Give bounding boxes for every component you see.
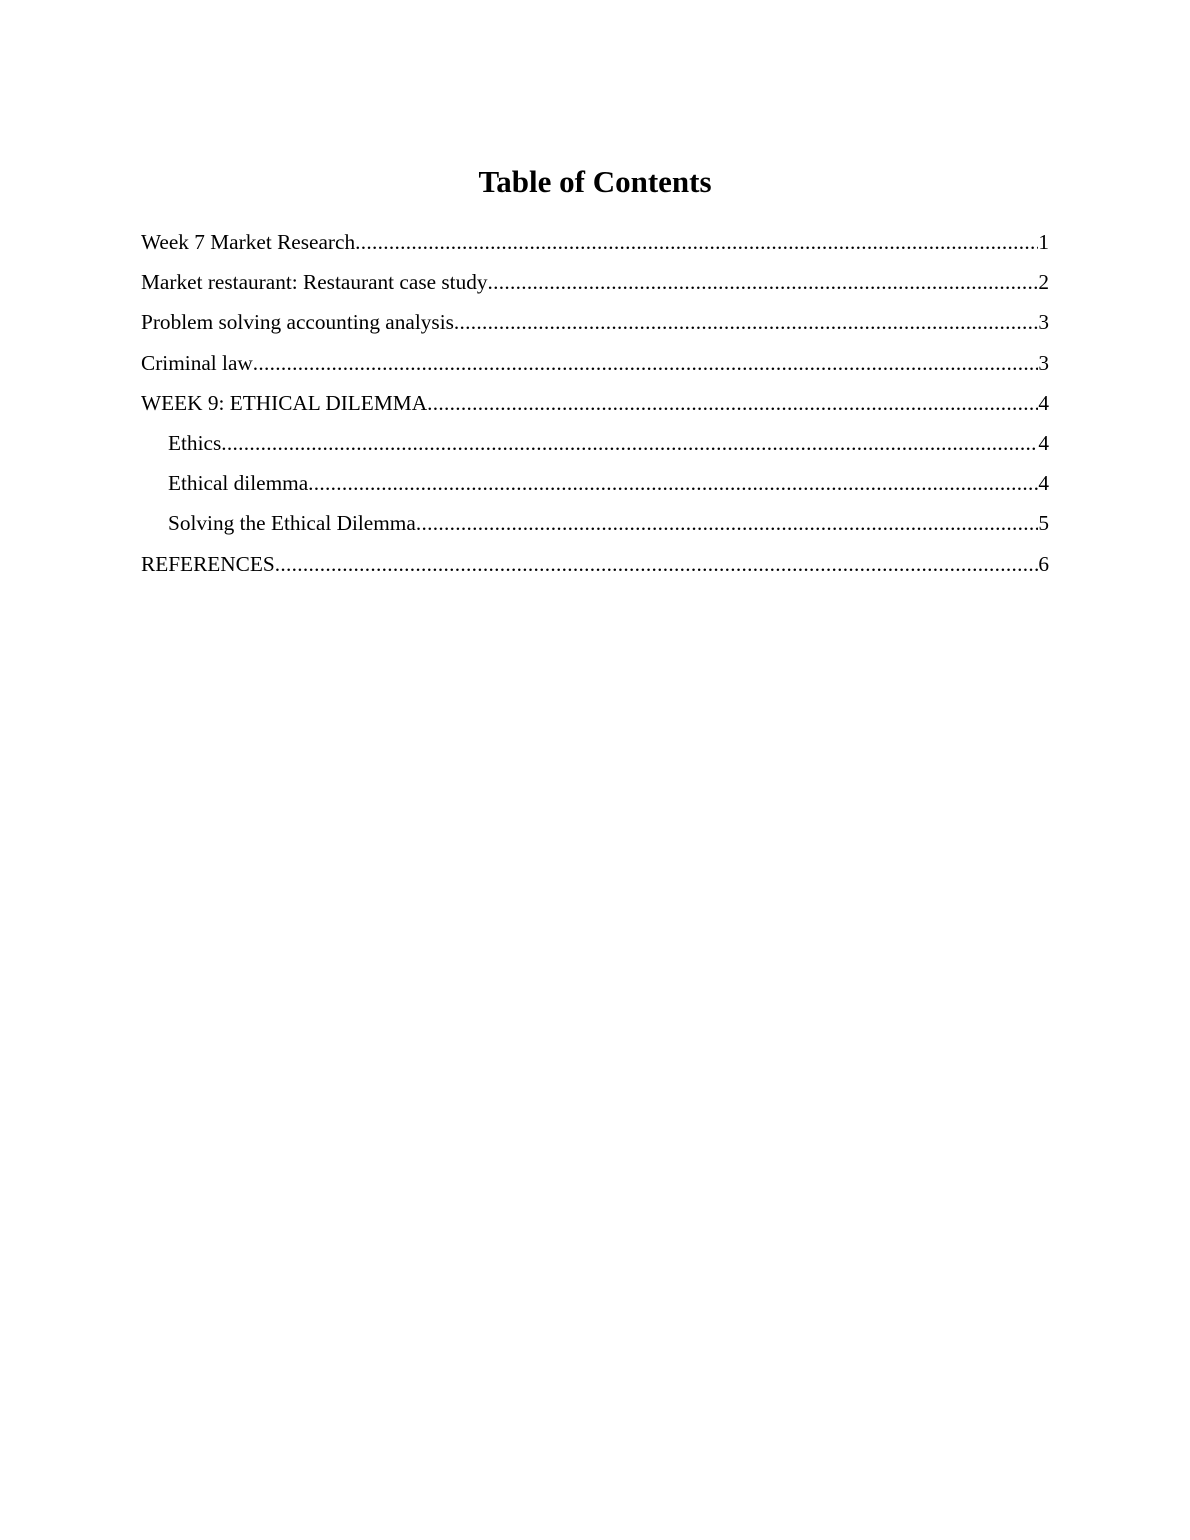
toc-entry-week-9-ethical-dilemma[interactable] xyxy=(141,383,1049,423)
toc-entry-label: Problem solving accounting analysis xyxy=(141,310,454,335)
toc-entry-references[interactable] xyxy=(141,544,1049,584)
toc-entry-page-number: 4 xyxy=(1038,471,1049,496)
toc-entry-criminal-law[interactable] xyxy=(141,343,1049,383)
toc-dot-leader xyxy=(355,222,1038,262)
toc-entry-label: WEEK 9: ETHICAL DILEMMA xyxy=(141,390,428,415)
toc-entry-label: REFERENCES xyxy=(141,551,275,576)
toc-dot-leader xyxy=(308,463,1038,503)
toc-entry-label: Ethical dilemma xyxy=(168,471,309,496)
toc-entry-page-number: 4 xyxy=(1038,390,1049,415)
toc-entry-page-number: 6 xyxy=(1038,551,1049,576)
toc-entry-solving-the-ethical-dilemma[interactable] xyxy=(141,503,1049,543)
toc-entry-ethical-dilemma[interactable] xyxy=(141,463,1049,503)
toc-dot-leader xyxy=(253,343,1039,383)
toc-entry-label: Market restaurant: Restaurant case study xyxy=(141,270,488,295)
toc-entry-problem-solving-accounting[interactable] xyxy=(141,302,1049,342)
toc-entry-week-7-market-research[interactable] xyxy=(141,222,1049,262)
toc-dot-leader xyxy=(454,302,1038,342)
toc-entry-ethics[interactable] xyxy=(141,423,1049,463)
toc-entry-label: Ethics xyxy=(168,430,222,455)
toc-dot-leader xyxy=(221,423,1038,463)
toc-title: Table of Contents xyxy=(478,164,712,199)
toc-dot-leader xyxy=(275,544,1039,584)
toc-list xyxy=(141,222,1049,584)
toc-entry-label: Solving the Ethical Dilemma xyxy=(168,511,416,536)
toc-entry-label: Week 7 Market Research xyxy=(141,230,356,254)
toc-entry-page-number: 3 xyxy=(1038,350,1049,375)
toc-entry-page-number: 1 xyxy=(1038,230,1049,254)
toc-entry-market-restaurant[interactable] xyxy=(141,262,1049,302)
toc-dot-leader xyxy=(488,262,1039,302)
toc-dot-leader xyxy=(427,383,1038,423)
toc-entry-page-number: 3 xyxy=(1038,310,1049,335)
toc-entry-page-number: 5 xyxy=(1038,511,1049,536)
toc-entry-page-number: 4 xyxy=(1038,430,1049,455)
toc-entry-page-number: 2 xyxy=(1038,270,1049,295)
toc-entry-label: Criminal law xyxy=(141,350,253,375)
toc-dot-leader xyxy=(416,503,1039,543)
